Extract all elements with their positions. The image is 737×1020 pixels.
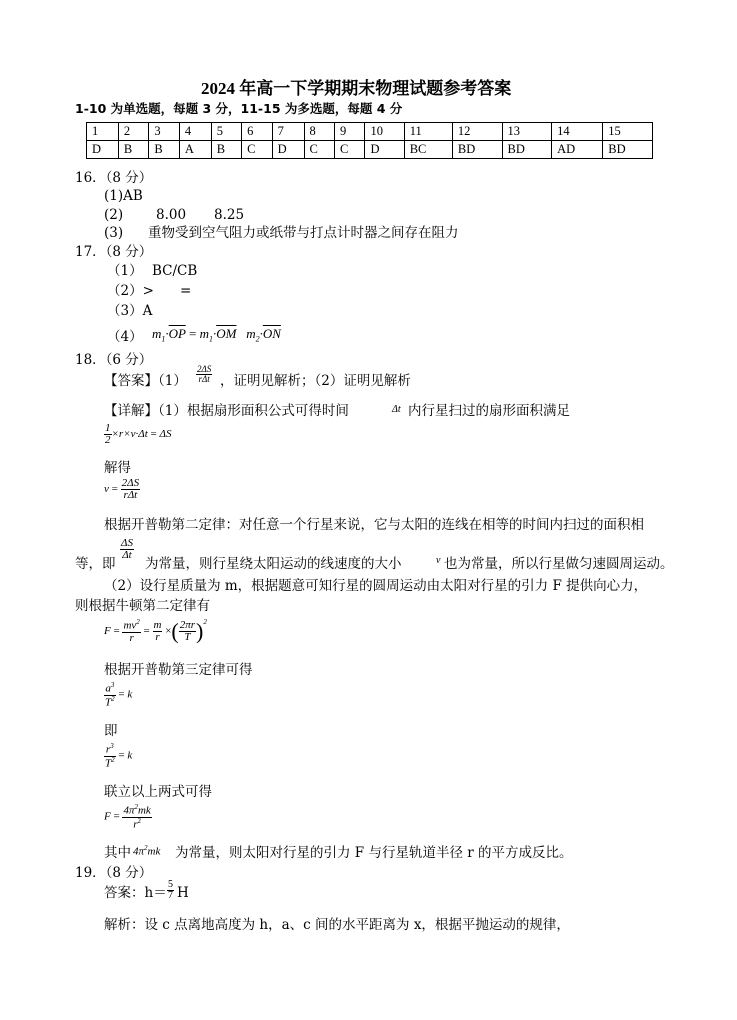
q19-answer-numerator: 5: [168, 879, 173, 890]
q18-constant-formula: $4\pi^2mk$: [133, 844, 161, 858]
q17-part1-label: （1）: [107, 263, 143, 279]
answer-cell: BD: [603, 141, 653, 159]
answer-cell: BC: [404, 141, 452, 159]
q17-heading: 17．（8 分）: [75, 244, 153, 260]
q18-conclusion-text: 为常量，则太阳对行星的引力 F 与行星轨道半径 r 的平方成反比。: [175, 845, 573, 861]
q17-part1-text: BC/CB: [152, 263, 198, 279]
answer-cell: BD: [452, 141, 502, 159]
scoring-note: 1-10 为单选题，每题 3 分，11-15 为多选题，每题 4 分: [75, 101, 403, 116]
question-number-cell: 9: [334, 123, 364, 141]
answer-cell: AD: [552, 141, 603, 159]
q18-answer-tag: 【答案】（1）: [104, 373, 187, 389]
q16-part3-label: (3): [104, 225, 124, 241]
question-number-cell: 13: [502, 123, 552, 141]
q16-part2-label: (2): [104, 207, 124, 223]
question-number-cell: 12: [452, 123, 502, 141]
q18-delta-t-symbol: Δt: [392, 404, 401, 415]
question-number-cell: 1: [87, 123, 119, 141]
question-number-cell: 7: [272, 123, 304, 141]
q18-equal-middle: 为常量，则行星绕太阳运动的线速度的大小: [145, 556, 402, 572]
q18-answer-formula: $\frac{2\Delta S}{\text{rΔt}}$: [197, 364, 212, 384]
answer-cell: A: [179, 141, 211, 159]
answer-cell: B: [149, 141, 179, 159]
q18-answer-rest: ，证明见解析；（2）证明见解析: [220, 373, 411, 389]
answer-cell: B: [211, 141, 241, 159]
question-number-cell: 14: [552, 123, 603, 141]
answer-cell: BD: [502, 141, 552, 159]
q18-detail-rest: 内行星扫过的扇形面积满足: [408, 403, 570, 419]
answer-cell: D: [365, 141, 404, 159]
q19-answer-fraction: [167, 880, 174, 901]
q16-part3-text: 重物受到空气阻力或纸带与打点计时器之间存在阻力: [148, 225, 459, 241]
q17-part4-label: （4）: [107, 329, 143, 345]
question-number-cell: 4: [179, 123, 211, 141]
q17-part2-label: （2）>: [107, 283, 154, 299]
q18-velocity-formula: v = $\frac{2\Delta S}{\text{rΔt}}$: [104, 477, 140, 501]
question-number-cell: 5: [211, 123, 241, 141]
q19-heading: 19．（8 分）: [75, 865, 153, 881]
q18-kepler3-r-formula: $\frac{r^3}{T^2}$ = k: [105, 742, 133, 770]
q18-area-rate-formula: $\frac{\Delta S}{\Delta t}$: [121, 537, 133, 561]
question-number-cell: 15: [603, 123, 653, 141]
answer-cell: D: [272, 141, 304, 159]
question-number-cell: 2: [118, 123, 148, 141]
q16-part2-value1: 8.00: [156, 207, 187, 223]
q18-heading: 18．（6 分）: [75, 352, 153, 368]
q16-part1: (1)AB: [104, 188, 143, 204]
question-number-cell: 3: [149, 123, 179, 141]
answer-table-number-row: [87, 123, 653, 141]
page-title: 2024 年高一下学期期末物理试题参考答案: [201, 79, 512, 98]
q18-newton-formula: F = $\frac{mv^2}{r}$ = $\frac{m}{r}$ ×( $\frac{2\pi r}{T}$ )$^2$: [104, 618, 207, 644]
q17-part3: （3）A: [107, 303, 153, 319]
q19-answer-suffix: H: [177, 885, 189, 901]
question-number-cell: 6: [242, 123, 272, 141]
answer-cell: C: [304, 141, 334, 159]
answer-cell: D: [87, 141, 119, 159]
q16-part2-value2: 8.25: [214, 207, 245, 223]
q17-momentum-formula: $m_1\cdot\overline{OP} = m_1\cdot\overline{OM}$ $m_2\cdot\overline{ON}$: [152, 326, 281, 344]
q18-part2-intro: （2）设行星质量为 m，根据题意可知行星的圆周运动由太阳对行星的引力 F 提供向心力，: [104, 578, 648, 594]
q18-equal-prefix: 等，即: [75, 556, 116, 572]
q18-conclusion-prefix: 其中: [104, 845, 131, 861]
q18-solve-label: 解得: [104, 460, 131, 476]
q18-equal-end: 也为常量，所以行星做匀速圆周运动。: [444, 556, 674, 572]
answer-cell: B: [118, 141, 148, 159]
answer-cell: C: [242, 141, 272, 159]
q18-kepler2-text: 根据开普勒第二定律：对任意一个行星来说，它与太阳的连线在相等的时间内扫过的面积相: [104, 517, 644, 533]
q19-analysis-text: 解析：设 c 点离地高度为 h，a、c 间的水平距离为 x，根据平抛运动的规律，: [104, 917, 570, 933]
q19-answer-denominator: 7: [168, 890, 173, 901]
answer-table-answer-row: [87, 141, 653, 159]
q18-kepler3-formula: $\frac{a^3}{T^2}$ = k: [105, 681, 133, 709]
q18-area-formula: $\frac{1}{2}$ ×r×v·Δt = ΔS: [105, 422, 172, 446]
q18-v-symbol: v: [436, 555, 441, 566]
q17-part2-eq: =: [180, 283, 192, 299]
q18-newton-text: 则根据牛顿第二定律有: [75, 598, 210, 614]
question-number-cell: 11: [404, 123, 452, 141]
question-number-cell: 10: [365, 123, 404, 141]
q18-kepler3-text: 根据开普勒第三定律可得: [104, 662, 253, 678]
q19-answer-prefix: 答案：h＝: [104, 885, 167, 901]
question-number-cell: 8: [304, 123, 334, 141]
q16-heading: 16．（8 分）: [75, 170, 153, 186]
q18-detail-tag: 【详解】（1）根据扇形面积公式可得时间: [104, 403, 349, 419]
q18-combine-text: 联立以上两式可得: [104, 784, 212, 800]
answer-cell: C: [334, 141, 364, 159]
answer-table: [86, 122, 653, 159]
q18-force-formula: F = $\frac{4\pi^2mk}{r^2}$: [104, 803, 151, 831]
q18-thus-label: 即: [104, 723, 118, 739]
